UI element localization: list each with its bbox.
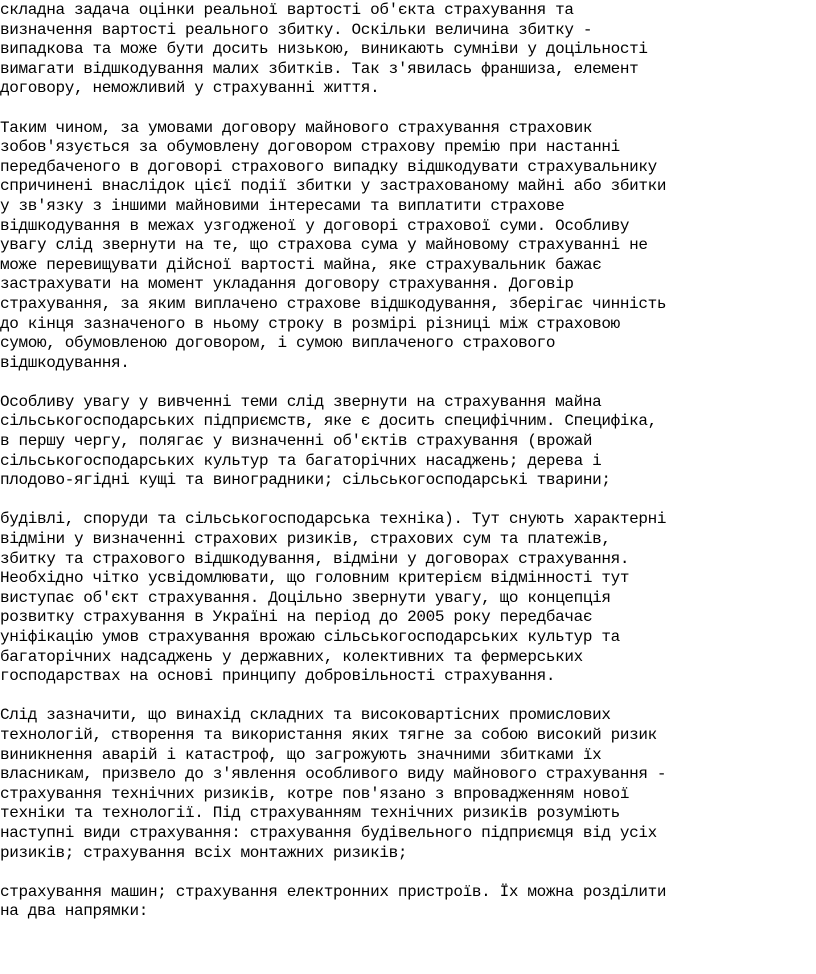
text-line: на два напрямки: (0, 902, 149, 921)
text-line: виникнення аварій і катастроф, що загрожують значними збитками їх (0, 745, 602, 764)
text-line: Особливу увагу у вивченні теми слід звернути на страхування майна (0, 392, 602, 411)
text-line: застрахувати на момент укладання договору страхування. Договір (0, 275, 574, 294)
paragraph (0, 119, 816, 374)
text-line: випадкова та може бути досить низькою, виникають сумніви у доцільності (0, 40, 648, 59)
text-line: Необхідно чітко усвідомлювати, що головним критерієм відмінності тут (0, 569, 630, 588)
text-line: у зв'язку з іншими майновими інтересами та виплатити страхове (0, 196, 565, 215)
text-line: відшкодування в межах узгодженої у договорі страхової суми. Особливу (0, 216, 630, 235)
text-line: виступає об'єкт страхування. Доцільно звернути увагу, що концепція (0, 588, 611, 607)
text-line: вимагати відшкодування малих збитків. Так з'явилась франшиза, елемент (0, 59, 639, 78)
paragraph-spacer (0, 863, 816, 883)
text-line: до кінця зазначеного в ньому строку в розмірі різниці між страховою (0, 314, 620, 333)
text-line: власникам, призвело до з'явлення особливого виду майнового страхування - (0, 765, 667, 784)
text-line: відміни у визначенні страхових ризиків, страхових сум та платежів, (0, 530, 611, 549)
paragraph (0, 706, 816, 863)
text-line: відшкодування. (0, 353, 130, 372)
text-line: багаторічних надсаджень у державних, колективних та фермерських (0, 647, 583, 666)
paragraph (0, 510, 816, 686)
paragraph (0, 1, 816, 99)
text-line: спричинені внаслідок цієї події збитки у застрахованому майні або збитки (0, 177, 667, 196)
paragraph-spacer (0, 687, 816, 707)
text-line: передбаченого в договорі страхового випадку відшкодувати страхувальнику (0, 157, 657, 176)
text-line: договору, неможливий у страхуванні життя. (0, 79, 380, 98)
text-line: плодово-ягідні кущі та виноградники; сільськогосподарські тварини; (0, 471, 611, 490)
text-line: уніфікацію умов страхування врожаю сільськогосподарських культур та (0, 628, 620, 646)
text-line: господарствах на основі принципу добровільності страхування. (0, 667, 556, 686)
text-line: ризиків; страхування всіх монтажних ризиків; (0, 843, 408, 862)
text-line: може перевищувати дійсної вартості майна, яке страхувальник бажає (0, 255, 602, 274)
text-line: страхування машин; страхування електронних пристроїв. Їх можна розділити (0, 882, 667, 901)
text-line: зобов'язується за обумовлену договором страхову премію при настанні (0, 138, 620, 157)
paragraph-spacer (0, 99, 816, 119)
text-line: технологій, створення та використання яких тягне за собою високий ризик (0, 725, 657, 744)
text-line: сільськогосподарських підприємств, яке є досить специфічним. Специфіка, (0, 412, 657, 431)
text-line: будівлі, споруди та сільськогосподарська техніка). Тут снують характерні (0, 510, 667, 529)
paragraph (0, 883, 816, 922)
text-line: наступні види страхування: страхування будівельного підприємця від усіх (0, 823, 657, 842)
text-line: розвитку страхування в Україні на період до 2005 року передбачає (0, 608, 593, 627)
text-line: збитку та страхового відшкодування, відміни у договорах страхування. (0, 549, 630, 568)
paragraph-spacer (0, 373, 816, 393)
text-line: страхування технічних ризиків, котре пов'язано з впровадженням нової (0, 784, 630, 803)
paragraph (0, 393, 816, 491)
text-line: страхування, за яким виплачено страхове відшкодування, зберігає чинність (0, 294, 667, 313)
text-line: визначення вартості реального збитку. Оскільки величина збитку - (0, 20, 593, 39)
text-line: Слід зазначити, що винахід складних та високовартісних промислових (0, 706, 611, 725)
text-line: сумою, обумовленою договором, і сумою виплаченого страхового (0, 334, 556, 353)
text-line: в першу чергу, полягає у визначенні об'єктів страхування (врожай (0, 432, 593, 451)
text-line: увагу слід звернути на те, що страхова сума у майновому страхуванні не (0, 236, 648, 255)
text-line: сільськогосподарських культур та багаторічних насаджень; дерева і (0, 451, 602, 470)
text-line: Таким чином, за умовами договору майнового страхування страховик (0, 118, 593, 137)
text-line: техніки та технології. Під страхуванням технічних ризиків розуміють (0, 804, 620, 823)
paragraph-spacer (0, 491, 816, 511)
text-line: складна задача оцінки реальної вартості об'єкта страхування та (0, 1, 574, 19)
